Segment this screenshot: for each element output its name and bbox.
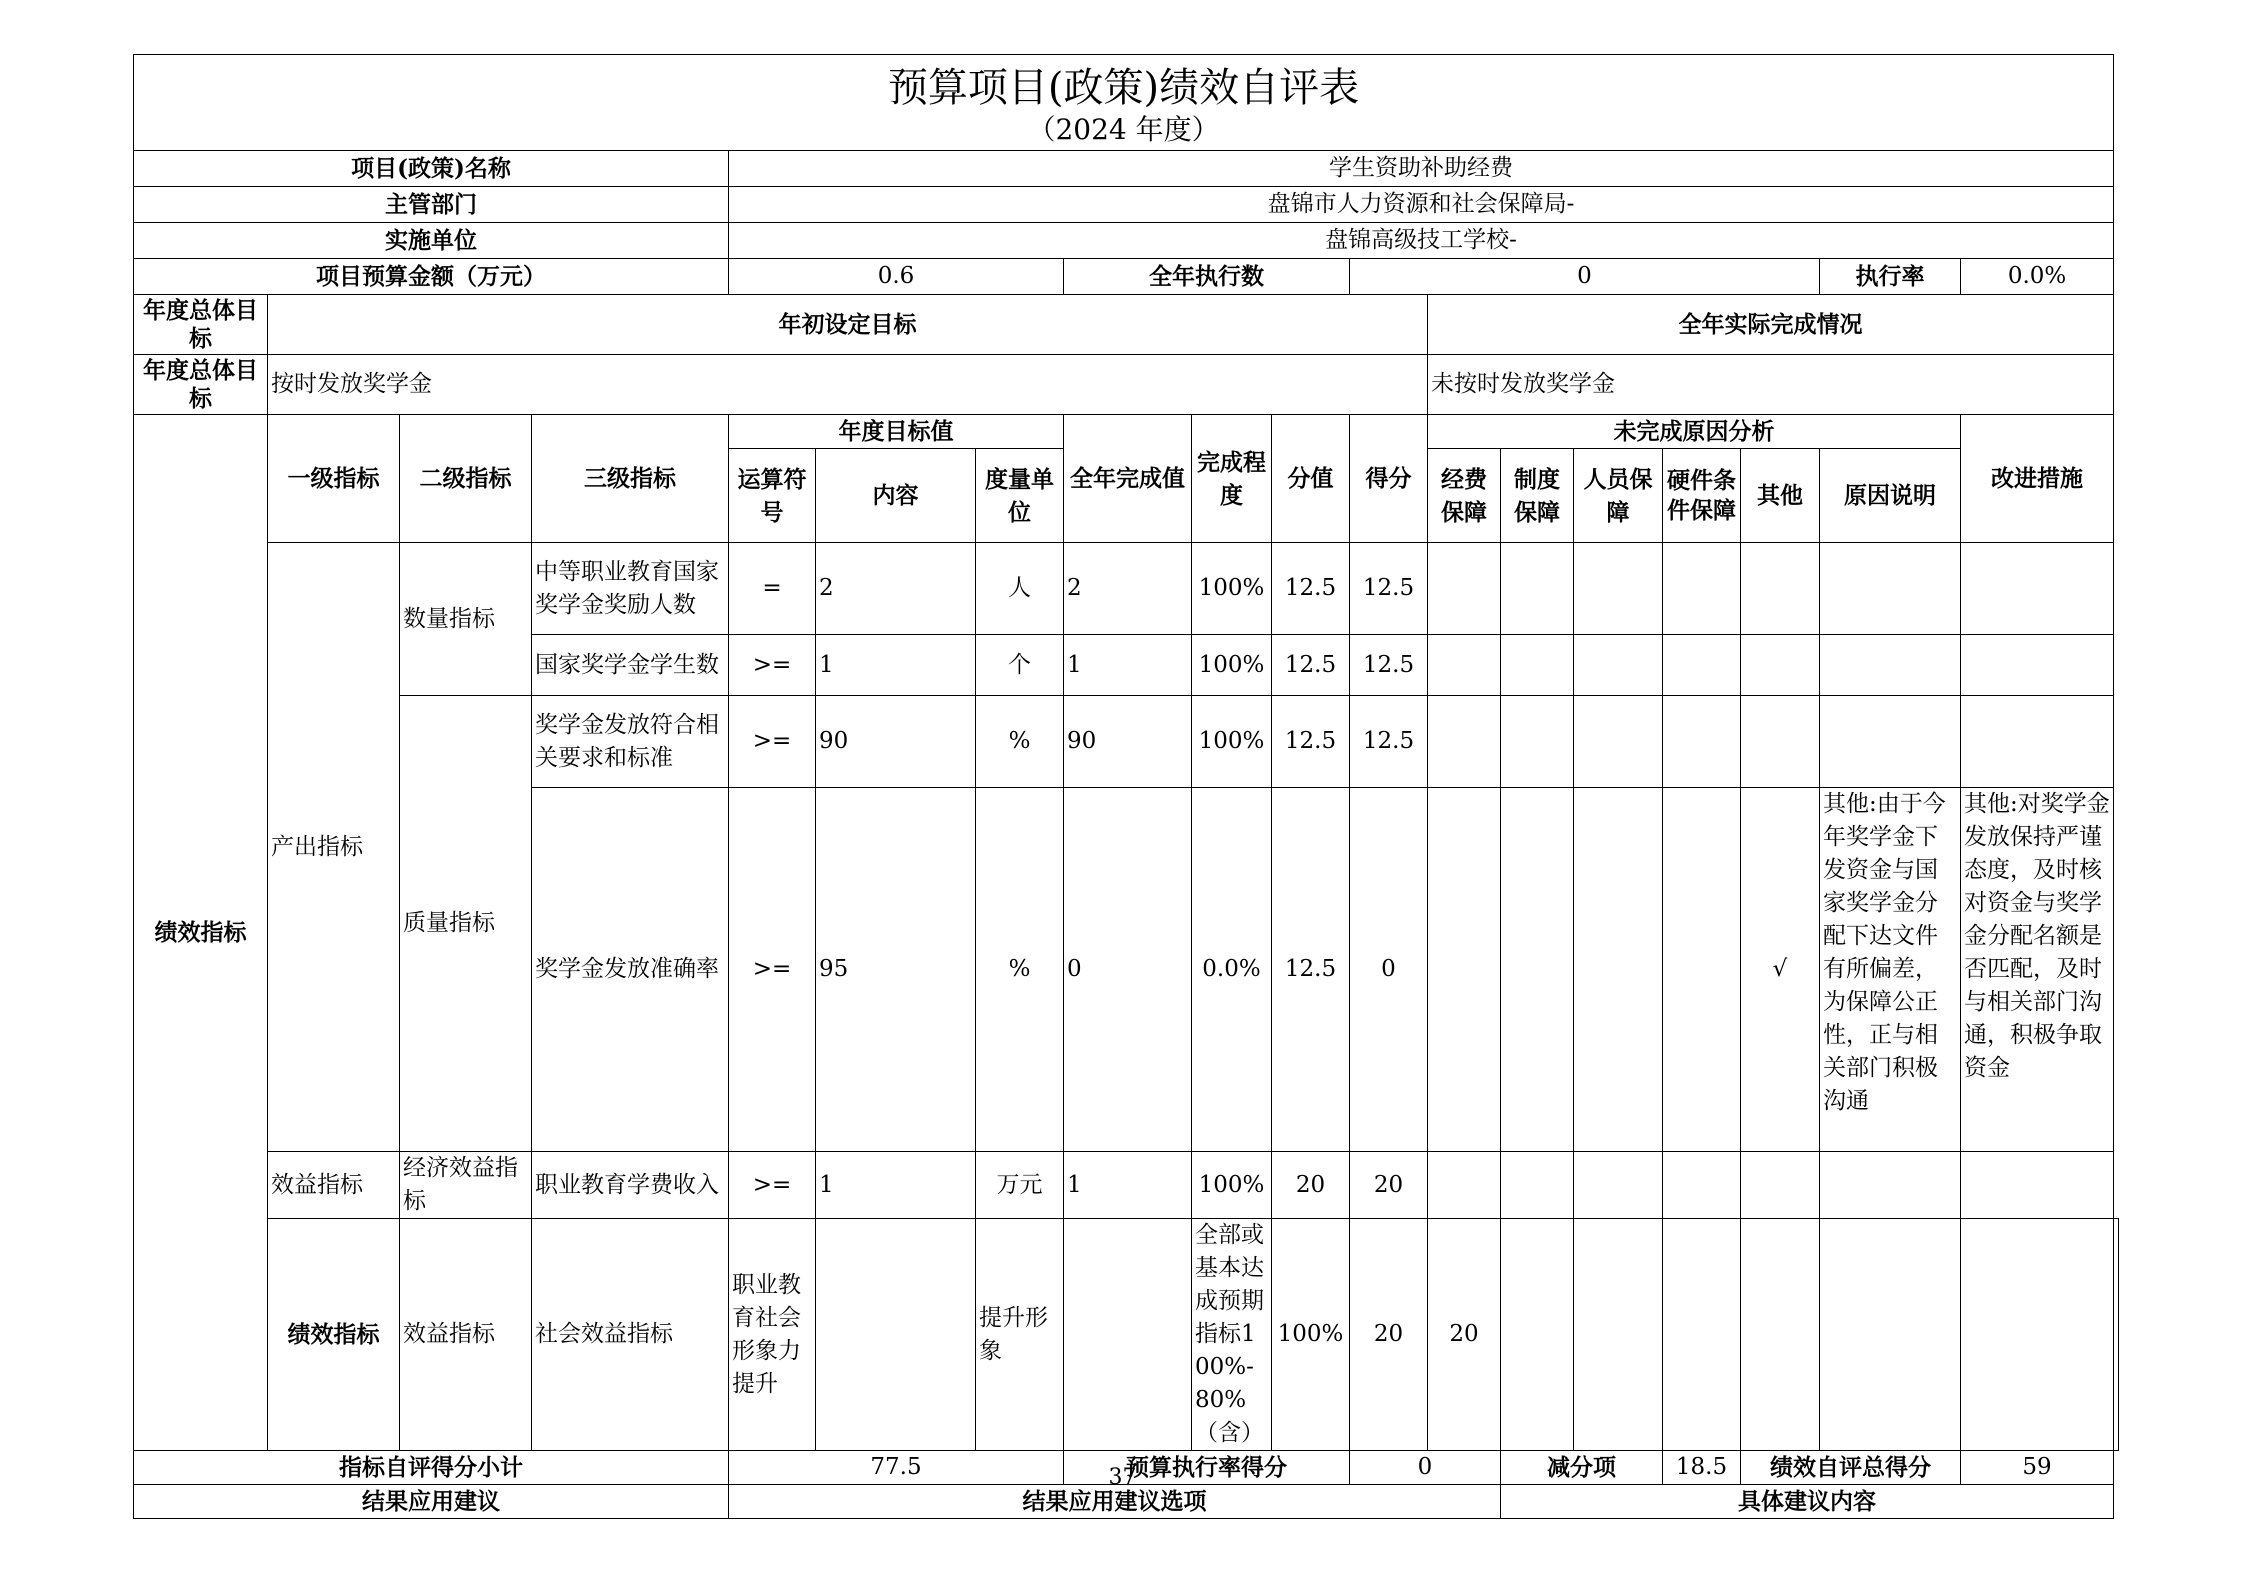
deduct-label: 减分项 [1501,1451,1663,1485]
empty-cell [1574,696,1663,788]
empty-cell [1961,1219,2114,1451]
reason-other-header: 其他 [1741,449,1820,543]
empty-cell [1741,635,1820,696]
empty-cell [1501,543,1574,635]
row-actual: 0 [1064,788,1192,1152]
subtotal-value: 77.5 [729,1451,1064,1485]
empty-cell [1741,696,1820,788]
benefit-group-2: 效益指标 [400,1219,532,1451]
row-degree: 100% [1192,635,1272,696]
row-actual: 90 [1064,696,1192,788]
perf-label: 绩效指标 [134,415,268,1451]
row-actual: 1 [1064,1152,1192,1219]
reason-staff-header: 人员保障 [1574,449,1663,543]
empty-cell [1741,1152,1820,1219]
reason-description: 其他:由于今年奖学金下发资金与国家奖学金分配下达文件有所偏差，为保障公正性，正与相关部门积极沟通 [1820,788,1961,1152]
economic-group: 经济效益指标 [400,1152,532,1219]
empty-cell [1501,635,1574,696]
row-l3: 奖学金发放准确率 [532,788,729,1152]
page-year: （2024 年度） [1027,112,1220,146]
row-got: 20 [1350,1152,1428,1219]
empty-cell [1820,1152,1961,1219]
row-degree: 100% [1272,1219,1350,1451]
row-unit: 个 [976,635,1064,696]
op-header: 运算符号 [729,449,816,543]
improve-header: 改进措施 [1961,415,2114,543]
empty-cell [1501,1219,1574,1451]
empty-cell [1961,1152,2114,1219]
got-header: 得分 [1350,415,1428,543]
subtotal-label: 指标自评得分小计 [134,1451,729,1485]
quantity-group: 数量指标 [400,543,532,696]
row-content: 95 [816,788,976,1152]
empty-cell [1428,635,1501,696]
rate-label: 执行率 [1820,259,1961,295]
lvl3-header: 三级指标 [532,415,729,543]
budget-score-label: 预算执行率得分 [1064,1451,1350,1485]
empty-cell [1961,543,2114,635]
unit-label: 实施单位 [134,223,729,259]
row-score: 12.5 [1272,696,1350,788]
empty-cell [1501,1152,1574,1219]
rate-value: 0.0% [1961,259,2114,295]
total-label: 绩效自评总得分 [1741,1451,1961,1485]
budget-value: 0.6 [729,259,1064,295]
empty-cell [1428,1152,1501,1219]
reason-other-mark: √ [1741,788,1820,1152]
row-op: >= [729,696,816,788]
empty-cell [2114,1219,2119,1451]
row-unit [1064,1219,1192,1451]
actual-header: 全年完成值 [1064,415,1192,543]
initial-goal-header: 年初设定目标 [268,295,1428,355]
target-header: 年度目标值 [729,415,1064,449]
row-l3: 职业教育学费收入 [532,1152,729,1219]
goal-row-label: 年度总体目标 [134,295,268,355]
empty-cell [1501,788,1574,1152]
deduct-value: 18.5 [1663,1451,1741,1485]
benefit-group: 效益指标 [268,1152,400,1219]
social-group: 社会效益指标 [532,1219,729,1451]
empty-cell [1961,696,2114,788]
empty-cell [1574,1219,1663,1451]
empty-cell [1663,635,1741,696]
row-score: 20 [1272,1152,1350,1219]
row-degree: 100% [1192,543,1272,635]
row-op: >= [729,635,816,696]
perf-label-2: 绩效指标 [268,1219,400,1451]
row-got: 12.5 [1350,543,1428,635]
row-got: 20 [1428,1219,1501,1451]
goal-row-label-2: 年度总体目标 [134,355,268,415]
empty-cell [1741,543,1820,635]
row-unit: % [976,696,1064,788]
exec-label: 全年执行数 [1064,259,1350,295]
unit: 盘锦高级技工学校- [729,223,2114,259]
empty-cell [1574,543,1663,635]
row-actual: 全部或基本达成预期指标100%-80%（含） [1192,1219,1272,1451]
row-l3: 中等职业教育国家奖学金奖励人数 [532,543,729,635]
row-got: 12.5 [1350,696,1428,788]
empty-cell [1820,543,1961,635]
content-header: 内容 [816,449,976,543]
empty-cell [1961,635,2114,696]
empty-cell [1501,696,1574,788]
unit-header: 度量单位 [976,449,1064,543]
empty-cell [1428,543,1501,635]
row-content: 1 [816,635,976,696]
row-op [816,1219,976,1451]
row-score: 12.5 [1272,635,1350,696]
empty-cell [1663,1219,1741,1451]
evaluation-table [133,54,2119,1519]
result-options-label: 结果应用建议选项 [729,1485,1501,1519]
actual-goal-header: 全年实际完成情况 [1428,295,2114,355]
reason-hardware-header: 硬件条件保障 [1663,449,1741,543]
row-content: 1 [816,1152,976,1219]
row-degree: 0.0% [1192,788,1272,1152]
row-score: 12.5 [1272,543,1350,635]
empty-cell [1428,696,1501,788]
row-score: 20 [1350,1219,1428,1451]
exec-value: 0 [1350,259,1820,295]
row-content: 提升形象 [976,1219,1064,1451]
empty-cell [1574,635,1663,696]
title-cell [134,55,2114,151]
row-unit: 人 [976,543,1064,635]
row-l3: 国家奖学金学生数 [532,635,729,696]
row-l3: 职业教育社会形象力提升 [729,1219,816,1451]
row-actual: 2 [1064,543,1192,635]
score-header: 分值 [1272,415,1350,543]
row-got: 0 [1350,788,1428,1152]
improvement-measure: 其他:对奖学金发放保持严谨态度，及时核对资金与奖学金分配名额是否匹配，及时与相关部门沟通，积极争取资金 [1961,788,2114,1152]
result-content-label: 具体建议内容 [1501,1485,2114,1519]
empty-cell [1574,1152,1663,1219]
row-degree: 100% [1192,696,1272,788]
project-name-label: 项目(政策)名称 [134,151,729,187]
page-number: 37 [1108,1465,1137,1490]
empty-cell [1741,1219,1820,1451]
row-op: >= [729,1152,816,1219]
reason-desc-header: 原因说明 [1820,449,1961,543]
empty-cell [1663,788,1741,1152]
row-degree: 100% [1192,1152,1272,1219]
degree-header: 完成程度 [1192,415,1272,543]
empty-cell [1663,1152,1741,1219]
dept-label: 主管部门 [134,187,729,223]
empty-cell [1820,1219,1961,1451]
row-l3: 奖学金发放符合相关要求和标准 [532,696,729,788]
reasons-header: 未完成原因分析 [1428,415,1961,449]
row-content: 2 [816,543,976,635]
result-label: 结果应用建议 [134,1485,729,1519]
empty-cell [1820,635,1961,696]
row-op: = [729,543,816,635]
row-score: 12.5 [1272,788,1350,1152]
lvl1-header: 一级指标 [268,415,400,543]
reason-system-header: 制度保障 [1501,449,1574,543]
row-op: >= [729,788,816,1152]
empty-cell [1820,696,1961,788]
budget-score-value: 0 [1350,1451,1501,1485]
quality-group: 质量指标 [400,696,532,1152]
actual-goal: 未按时发放奖学金 [1428,355,2114,415]
initial-goal: 按时发放奖学金 [268,355,1428,415]
dept: 盘锦市人力资源和社会保障局- [729,187,2114,223]
project-name: 学生资助补助经费 [729,151,2114,187]
reason-funding-header: 经费保障 [1428,449,1501,543]
empty-cell [1663,696,1741,788]
row-content: 90 [816,696,976,788]
empty-cell [1428,788,1501,1152]
lvl2-header: 二级指标 [400,415,532,543]
budget-label: 项目预算金额（万元） [134,259,729,295]
page-title: 预算项目(政策)绩效自评表 [887,64,1360,111]
row-got: 12.5 [1350,635,1428,696]
row-unit: % [976,788,1064,1152]
total-value: 59 [1961,1451,2114,1485]
row-unit: 万元 [976,1152,1064,1219]
output-group: 产出指标 [268,543,400,1152]
row-actual: 1 [1064,635,1192,696]
empty-cell [1574,788,1663,1152]
empty-cell [1663,543,1741,635]
